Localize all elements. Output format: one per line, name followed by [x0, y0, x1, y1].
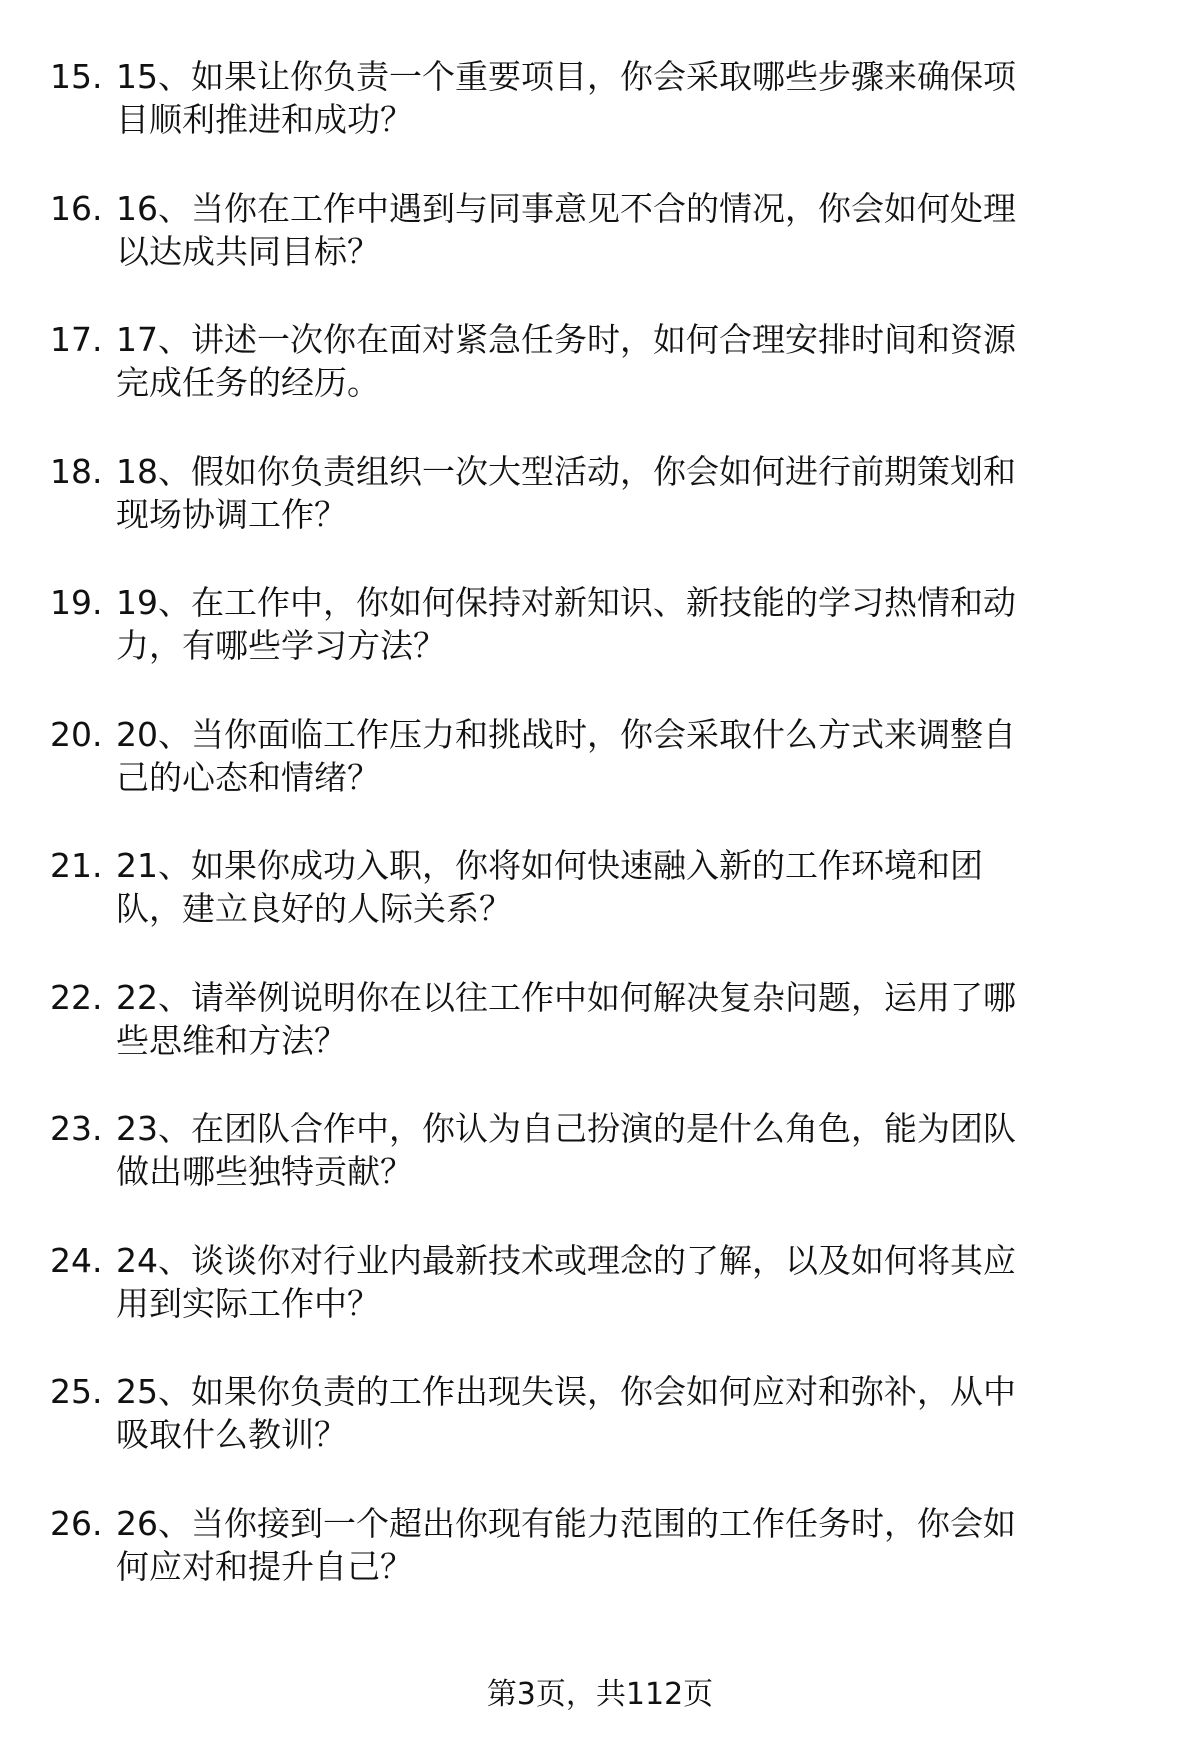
question-text: 19、在工作中，你如何保持对新知识、新技能的学习热情和动力，有哪些学习方法？: [116, 583, 1016, 665]
question-number: 23.: [50, 1109, 103, 1148]
question-text: 25、如果你负责的工作出现失误，你会如何应对和弥补，从中吸取什么教训？: [116, 1372, 1016, 1454]
question-text: 24、谈谈你对行业内最新技术或理念的了解，以及如何将其应用到实际工作中？: [116, 1240, 1016, 1323]
question-number: 16.: [50, 188, 103, 228]
question-item-22: [50, 976, 1150, 1062]
question-number: 17.: [50, 320, 103, 359]
question-list: [50, 55, 1150, 1633]
question-item-25: [50, 1370, 1150, 1456]
question-text: 21、如果你成功入职，你将如何快速融入新的工作环境和团队，建立良好的人际关系？: [116, 846, 983, 928]
question-item-20: [50, 713, 1150, 799]
question-text: 22、请举例说明你在以往工作中如何解决复杂问题，运用了哪些思维和方法？: [116, 977, 1016, 1060]
question-number: 19.: [50, 583, 103, 622]
question-number: 18.: [50, 451, 103, 491]
question-text: 17、讲述一次你在面对紧急任务时，如何合理安排时间和资源完成任务的经历。: [116, 320, 1016, 402]
question-item-21: [50, 844, 1150, 930]
question-number: 26.: [50, 1503, 103, 1543]
question-number: 15.: [50, 57, 103, 96]
question-text: 15、如果让你负责一个重要项目，你会采取哪些步骤来确保项目顺利推进和成功？: [116, 57, 1016, 139]
page-number-footer: 第3页，共112页: [486, 1677, 714, 1712]
question-number: 25.: [50, 1372, 103, 1411]
question-text: 20、当你面临工作压力和挑战时，你会采取什么方式来调整自己的心态和情绪？: [116, 714, 1016, 797]
question-item-19: [50, 581, 1150, 667]
question-text: 18、假如你负责组织一次大型活动，你会如何进行前期策划和现场协调工作？: [116, 451, 1016, 534]
question-item-24: [50, 1239, 1150, 1325]
question-number: 22.: [50, 977, 103, 1017]
question-text: 26、当你接到一个超出你现有能力范围的工作任务时，你会如何应对和提升自己？: [116, 1503, 1016, 1586]
question-number: 24.: [50, 1240, 103, 1280]
question-number: 20.: [50, 714, 103, 754]
question-item-17: [50, 318, 1150, 404]
question-text: 23、在团队合作中，你认为自己扮演的是什么角色，能为团队做出哪些独特贡献？: [116, 1109, 1016, 1191]
question-item-18: [50, 450, 1150, 536]
question-item-23: [50, 1107, 1150, 1193]
question-text: 16、当你在工作中遇到与同事意见不合的情况，你会如何处理以达成共同目标？: [116, 188, 1016, 271]
question-item-26: [50, 1502, 1150, 1588]
question-item-15: [50, 55, 1150, 141]
question-number: 21.: [50, 846, 103, 885]
question-item-16: [50, 187, 1150, 273]
